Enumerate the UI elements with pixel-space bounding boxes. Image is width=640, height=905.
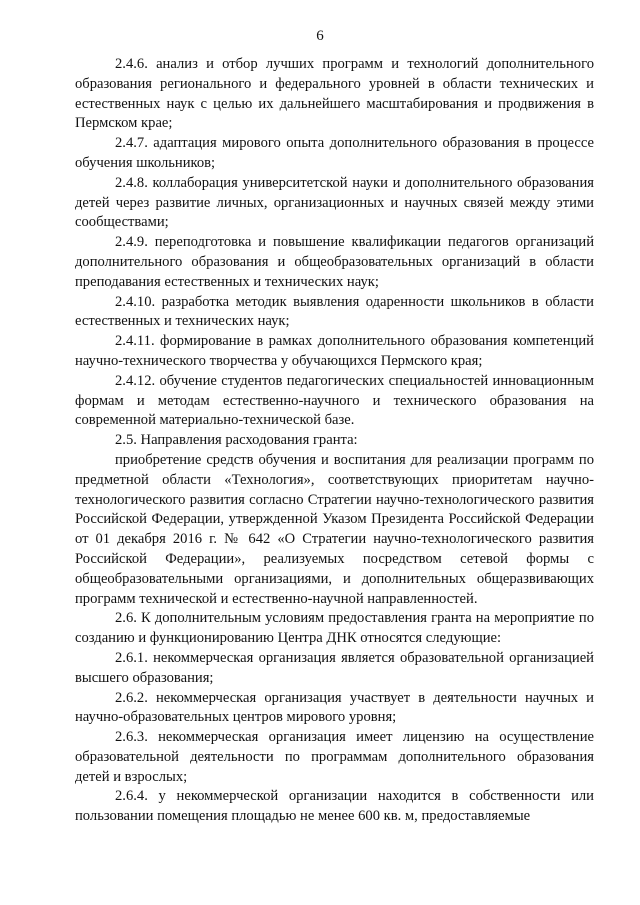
paragraph-2-4-11: 2.4.11. формирование в рамках дополнительного образования компетенций научно-технического творчества у обучающихся Пермского края; [75, 333, 594, 369]
paragraph-2-4-8: 2.4.8. коллаборация университетской науки и дополнительного образования детей через развитие личных, организационных и научных связей между этими сообществами; [75, 174, 594, 231]
paragraph-2-6-1: 2.6.1. некоммерческая организация является образовательной организацией высшего образования; [75, 649, 594, 686]
paragraph-2-4-9: 2.4.9. переподготовка и повышение квалификации педагогов организаций дополнительного образования и общеобразовательных организаций в области преподавания естественных и технических наук; [75, 234, 594, 290]
document-body [75, 55, 594, 827]
paragraph-2-6: 2.6. К дополнительным условиям предоставления гранта на мероприятие по созданию и функционированию Центра ДНК относятся следующие: [75, 610, 594, 647]
paragraph-2-6-2: 2.6.2. некоммерческая организация участвует в деятельности научных и научно-образовательных центров мирового уровня; [75, 689, 594, 726]
paragraph-2-4-7: 2.4.7. адаптация мирового опыта дополнительного образования в процессе обучения школьников; [75, 135, 594, 171]
paragraph-2-4-12: 2.4.12. обучение студентов педагогических специальностей инновационным формам и методам естественно-научного и технического образования на современной материально-технической базе. [75, 372, 594, 429]
paragraph-2-5: 2.5. Направления расходования гранта: [115, 432, 358, 449]
paragraph-2-4-10: 2.4.10. разработка методик выявления одаренности школьников в области естественных и технических наук; [75, 293, 594, 330]
page-number: 6 [316, 28, 324, 44]
paragraph-2-6-3: 2.6.3. некоммерческая организация имеет лицензию на осуществление образовательной деятельности по программам дополнительного образования детей и взрослых; [75, 729, 594, 785]
paragraph-2-5-body: приобретение средств обучения и воспитания для реализации программ по предметной области «Технология», соответствующих приоритетам научно-технологического развития согласно Стратегии научно-технологического развития Российской Федерации, утвержденной Указом Президента Российской Федерации от 01 декабря 2016 г. № 642 «О Стратегии научно-технологического развития Российской Федерации», реализуемых посредством сетевой формы с общеобразовательными организациями, и дополнительных общеразвивающих программ технической и естественно-научной направленностей. [75, 451, 594, 607]
paragraph-2-4-6: 2.4.6. анализ и отбор лучших программ и технологий дополнительного образования регионального и федерального уровней в области технических и естественных наук с целью их дальнейшего масштабирования и продвижения в Пермском крае; [75, 56, 594, 132]
paragraph-2-6-4: 2.6.4. у некоммерческой организации находится в собственности или пользовании помещения площадью не менее 600 кв. м, предоставляемые [75, 788, 594, 825]
